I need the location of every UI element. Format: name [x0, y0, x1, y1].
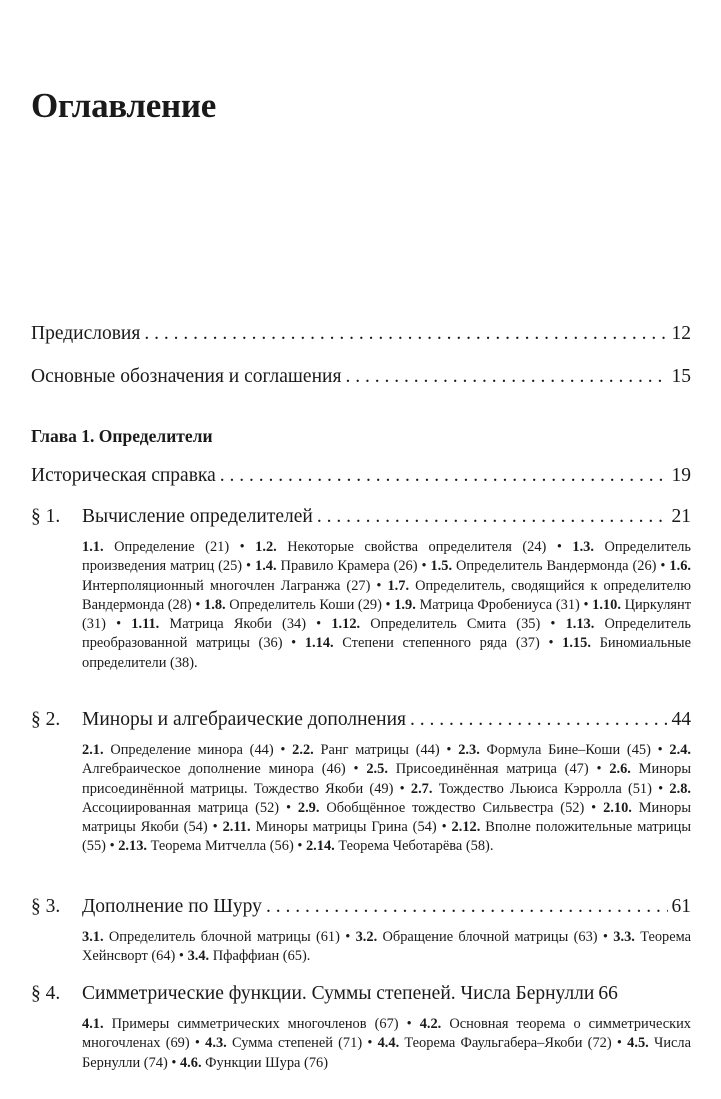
toc-entry-label	[31, 505, 313, 529]
dot-leader	[220, 464, 668, 488]
toc-page-number: 61	[671, 896, 691, 917]
section-title: Миноры и алгебраические дополнения	[82, 709, 407, 730]
dot-leader	[410, 708, 667, 732]
toc-entry-label: Предисловия	[31, 323, 141, 344]
toc-entry-section-4[interactable]	[31, 982, 691, 1006]
toc-entry-label	[31, 708, 406, 732]
section-title: Симметрические функции. Суммы степеней. Числа Бернулли	[82, 983, 595, 1004]
section-number: § 4.	[31, 983, 61, 1004]
section-number: § 3.	[31, 896, 61, 917]
subsection-list: 4.1. Примеры симметрических многочленов (67) • 4.2. Основная теорема о симметрических многочленах (69) • 4.3. Сумма степеней (71) • 4.4. Теорема Фаульгабера–Якоби (72) • 4.5. Числа Бернулли (74) • 4.6. Функции Шура (76)	[82, 1016, 691, 1071]
toc-entry-label: Историческая справка	[31, 465, 216, 486]
toc-entry-label	[31, 982, 594, 1006]
toc-entry-notation[interactable]	[31, 365, 691, 389]
toc-page-number: 66	[598, 983, 618, 1004]
toc-entry-label	[31, 895, 262, 919]
subsection-list: 2.1. Определение минора (44) • 2.2. Ранг матрицы (44) • 2.3. Формула Бине–Коши (45) • 2.4. Алгебраическое дополнение минора (46) • 2.5. Присоединённая матрица (47) • 2.6. Миноры присоединённой матрицы. Тождество Якоби (49) • 2.7. Тождество Льюиса Кэрролла (51) • 2.8. Ассоциированная матрица (52) • 2.9. Обобщённое тождество Сильвестра (52) • 2.10. Миноры матрицы Якоби (54) • 2.11. Миноры матрицы Грина (54) • 2.12. Вполне положительные матрицы (55) • 2.13. Теорема Митчелла (56) • 2.14. Теорема Чеботарёва (58).	[82, 742, 692, 855]
dot-leader	[144, 322, 667, 346]
toc-page-number: 12	[671, 323, 691, 344]
section-title: Дополнение по Шуру	[82, 896, 262, 917]
toc-entry-section-1[interactable]	[31, 505, 691, 529]
toc-entry-prefaces[interactable]	[31, 322, 691, 346]
toc-entry-section-2[interactable]	[31, 708, 691, 732]
toc-entry-section-3[interactable]	[31, 895, 691, 919]
toc-page-number: 15	[671, 366, 691, 387]
toc-page-number: 44	[671, 709, 691, 730]
dot-leader	[317, 505, 668, 529]
section-number: § 1.	[31, 506, 61, 527]
toc-entry-label: Основные обозначения и соглашения	[31, 366, 342, 387]
toc-entry-history[interactable]	[31, 464, 691, 488]
toc-page-number: 21	[671, 506, 691, 527]
subsection-list: 1.1. Определение (21) • 1.2. Некоторые свойства определителя (24) • 1.3. Определитель произведения матриц (25) • 1.4. Правило Крамера (26) • 1.5. Определитель Вандермонда (26) • 1.6. Интерполяционный многочлен Лагранжа (27) • 1.7. Определитель, сводящийся к определителю Вандермонда (28) • 1.8. Определитель Коши (29) • 1.9. Матрица Фробениуса (31) • 1.10. Циркулянт (31) • 1.11. Матрица Якоби (34) • 1.12. Определитель Смита (35) • 1.13. Определитель преобразованной матрицы (36) • 1.14. Степени степенного ряда (37) • 1.15. Биномиальные определители (38).	[82, 539, 691, 671]
dot-leader	[345, 365, 667, 389]
dot-leader	[266, 895, 668, 919]
section-number: § 2.	[31, 709, 61, 730]
chapter-heading: Глава 1. Определители	[31, 426, 213, 446]
section-title: Вычисление определителей	[82, 506, 313, 527]
subsection-list: 3.1. Определитель блочной матрицы (61) • 3.2. Обращение блочной матрицы (63) • 3.3. Теорема Хейнсворт (64) • 3.4. Пфаффиан (65).	[82, 929, 692, 965]
toc-page-number: 19	[671, 465, 691, 486]
toc-page	[31, 0, 691, 1099]
page-title: Оглавление	[31, 86, 216, 125]
